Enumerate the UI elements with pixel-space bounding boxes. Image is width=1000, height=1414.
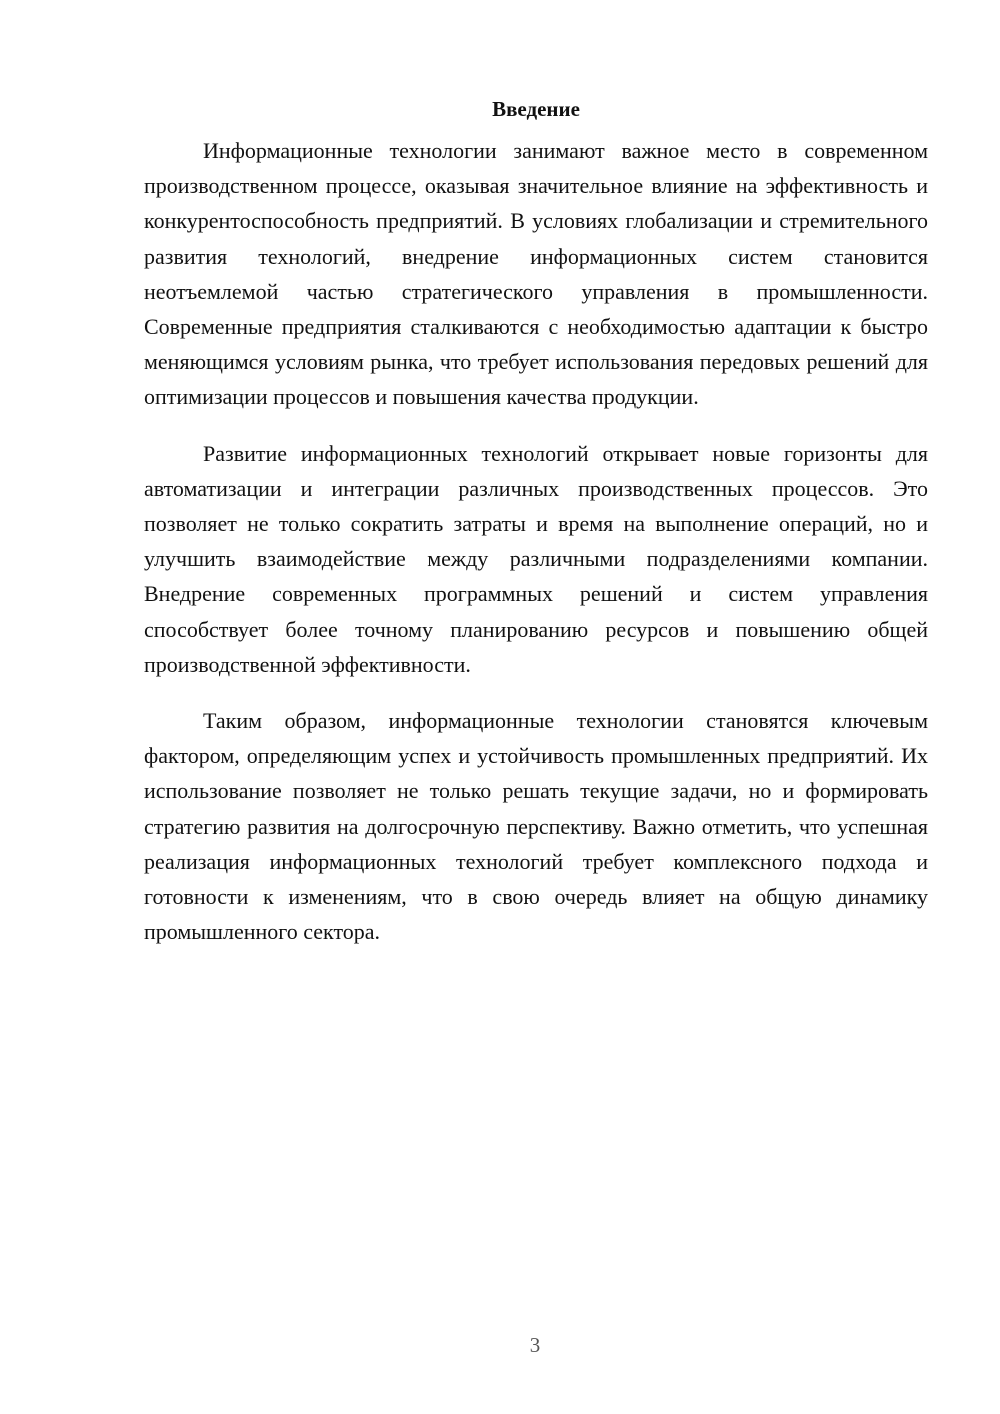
paragraph-2: Развитие информационных технологий открывает новые горизонты для автоматизации и интеграции различных производственных процессов. Это позволяет не только сократить затраты и время на выполнение операций, но и улучшить взаимодействие между различными подразделениями компании. Внедрение современных программных решений и систем управления способствует более точному планированию ресурсов и повышению общей производственной эффективности.	[144, 440, 928, 677]
page-number: 3	[529, 1333, 541, 1357]
page-content	[144, 92, 928, 970]
paragraph-3: Таким образом, информационные технологии становятся ключевым фактором, определяющим успех и устойчивость промышленных предприятий. Их использование позволяет не только решать текущие задачи, но и формировать стратегию развития на долгосрочную перспективу. Важно отметить, что успешная реализация информационных технологий требует комплексного подхода и готовности к изменениям, что в свою очередь влияет на общую динамику промышленного сектора.	[144, 708, 928, 945]
section-title: Введение	[492, 97, 580, 121]
paragraph-1: Информационные технологии занимают важное место в современном производственном процессе, оказывая значительное влияние на эффективность и конкурентоспособность предприятий. В условиях глобализации и стремительного развития технологий, внедрение информационных систем становится неотъемлемой частью стратегического управления в промышленности. Современные предприятия сталкиваются с необходимостью адаптации к быстро меняющимся условиям рынка, что требует использования передовых решений для оптимизации процессов и повышения качества продукции.	[144, 138, 928, 410]
